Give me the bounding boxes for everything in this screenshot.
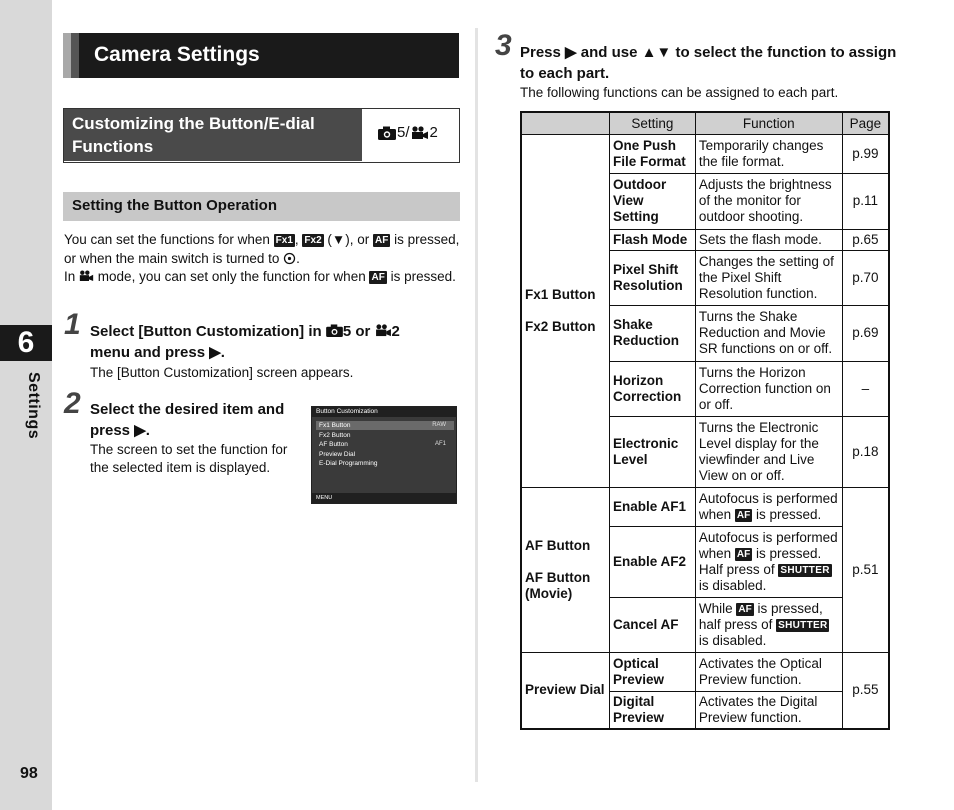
function-cell — [695, 487, 842, 526]
function-cell — [695, 526, 842, 597]
function-cell: Adjusts the brightness of the monitor for outdoor shooting. — [695, 173, 842, 229]
subheading-title: Customizing the Button/E-dial Functions — [64, 109, 362, 161]
movie-mode-icon — [79, 270, 94, 282]
function-cell: Temporarily changes the file format. — [695, 134, 842, 173]
page-cell: p.70 — [842, 250, 889, 305]
function-cell: Activates the Digital Preview function. — [695, 691, 842, 729]
function-cell: Turns the Shake Reduction and Movie SR functions on or off. — [695, 305, 842, 361]
page-cell: p.18 — [842, 416, 889, 487]
title-accent-inner — [71, 33, 79, 78]
step-2-number: 2 — [64, 387, 81, 420]
table-row — [521, 487, 889, 526]
af-icon: AF — [738, 603, 752, 615]
function-text: Autofocus is performed when — [698, 529, 838, 561]
column-divider — [475, 28, 478, 782]
setting-cell: Electronic Level — [610, 416, 696, 487]
page-number: 98 — [20, 765, 38, 782]
page-cell: p.99 — [842, 134, 889, 173]
intro-text-1: You can set the functions for when — [64, 232, 270, 247]
step-1-title — [90, 321, 460, 363]
camera-menu-item: Preview Dial — [319, 451, 356, 458]
function-text: is disabled. — [698, 632, 767, 648]
function-cell: Changes the setting of the Pixel Shift Resolution function. — [695, 250, 842, 305]
setting-cell: Enable AF1 — [610, 487, 696, 526]
page-cell: p.69 — [842, 305, 889, 361]
camera-icon — [378, 126, 396, 140]
group-label: Preview Dial — [521, 652, 610, 729]
intro-comma: , — [294, 232, 299, 247]
camera-menu-value: AF1 — [434, 441, 446, 447]
step-1-title-b: 5 or — [342, 323, 371, 340]
camera-icon — [326, 324, 343, 337]
menu-reference — [378, 124, 438, 141]
setting-cell: One Push File Format — [610, 134, 696, 173]
setting-cell: Horizon Correction — [610, 361, 696, 416]
function-cell: Turns the Electronic Level display for the viewfinder and Live View on or off. — [695, 416, 842, 487]
camera-menu-item: AF Button — [319, 441, 348, 448]
table-header: Function — [695, 112, 842, 134]
section-title: Setting the Button Operation — [72, 197, 277, 214]
step-1-title-d: menu and press ▶. — [90, 344, 225, 361]
step-2-desc: The screen to set the function for the selected item is displayed. — [90, 442, 288, 475]
camera-menu-item: Fx2 Button — [319, 432, 351, 439]
af-icon: AF — [736, 548, 751, 560]
camera-menu-item: E-Dial Programming — [319, 460, 378, 467]
page-cell: p.11 — [842, 173, 889, 229]
page-cell: p.51 — [842, 487, 889, 652]
group-label — [521, 134, 610, 487]
intro-text-2: (▼), or — [327, 232, 370, 247]
intro-text — [64, 231, 460, 287]
title-accent — [63, 33, 71, 78]
function-cell — [695, 597, 842, 652]
page-cell: p.65 — [842, 229, 889, 250]
group-label — [521, 487, 610, 652]
function-text: Autofocus is performed when — [698, 490, 838, 522]
movie-menu-number: 2 — [429, 124, 438, 141]
intro-text-4: In — [64, 269, 76, 284]
page-title: Camera Settings — [94, 43, 260, 66]
table-row — [521, 652, 889, 691]
step-1-desc: The [Button Customization] screen appears. — [90, 365, 354, 380]
af-icon: AF — [371, 272, 385, 283]
group-label-line: AF Button (Movie) — [525, 569, 591, 601]
fx2-icon: Fx2 — [304, 235, 322, 246]
setting-cell: Digital Preview — [610, 691, 696, 729]
setting-cell: Optical Preview — [610, 652, 696, 691]
function-text: is pressed. Half press of — [698, 545, 822, 577]
chapter-label: Settings — [25, 372, 42, 440]
af-icon: AF — [375, 235, 389, 246]
group-label-line: Fx1 Button — [525, 286, 596, 302]
group-label-line: Fx2 Button — [525, 318, 596, 334]
step-2-title: Select the desired item and press ▶. — [90, 401, 285, 439]
intro-period: . — [296, 250, 300, 266]
table-header-row — [521, 112, 889, 134]
camera-screen-footer: MENU — [312, 493, 456, 503]
function-cell: Sets the flash mode. — [695, 229, 842, 250]
page-cell: – — [842, 361, 889, 416]
step-3-title: Press ▶ and use ▲▼ to select the function to assign to each part. — [520, 44, 897, 82]
movie-switch-icon — [283, 252, 296, 265]
table-row — [521, 134, 889, 173]
function-table — [520, 111, 890, 730]
table-header: Setting — [610, 112, 696, 134]
camera-menu-value: RAW — [432, 422, 446, 428]
function-text: is pressed. — [756, 506, 822, 522]
function-cell: Turns the Horizon Correction function on or off. — [695, 361, 842, 416]
setting-cell: Outdoor View Setting — [610, 173, 696, 229]
table-header-part — [521, 112, 610, 134]
movie-icon — [411, 126, 429, 140]
camera-screen — [311, 406, 457, 504]
function-text: is disabled. — [698, 577, 767, 593]
chapter-number: 6 — [0, 325, 52, 361]
setting-cell: Enable AF2 — [610, 526, 696, 597]
intro-text-6: is pressed. — [390, 269, 456, 284]
setting-cell: Flash Mode — [610, 229, 696, 250]
shutter-icon: SHUTTER — [778, 619, 828, 631]
setting-cell: Pixel Shift Resolution — [610, 250, 696, 305]
intro-text-3: is pressed, or when the main switch is turned to — [64, 232, 460, 266]
camera-menu-number: 5/ — [397, 124, 410, 141]
intro-text-5: mode, you can set only the function for when — [97, 269, 366, 284]
shutter-icon: SHUTTER — [780, 564, 830, 576]
function-cell: Activates the Optical Preview function. — [695, 652, 842, 691]
step-3-desc: The following functions can be assigned to each part. — [520, 85, 839, 100]
function-text: is pressed, half press of — [698, 600, 823, 632]
function-text: While — [698, 600, 733, 616]
step-1-title-a: Select [Button Customization] in — [90, 323, 322, 340]
setting-cell: Shake Reduction — [610, 305, 696, 361]
step-3-number: 3 — [495, 29, 512, 62]
step-1-number: 1 — [64, 308, 81, 341]
step-1-title-c: 2 — [391, 323, 400, 340]
camera-screen-header: Button Customization — [312, 407, 456, 417]
fx1-icon: Fx1 — [275, 235, 293, 246]
af-icon: AF — [736, 509, 751, 521]
subheading-box — [63, 108, 460, 163]
page-cell: p.55 — [842, 652, 889, 729]
camera-menu-item: Fx1 Button — [319, 422, 351, 429]
group-label-line: AF Button — [525, 537, 591, 553]
movie-icon — [375, 324, 392, 337]
setting-cell: Cancel AF — [610, 597, 696, 652]
table-header: Page — [842, 112, 889, 134]
